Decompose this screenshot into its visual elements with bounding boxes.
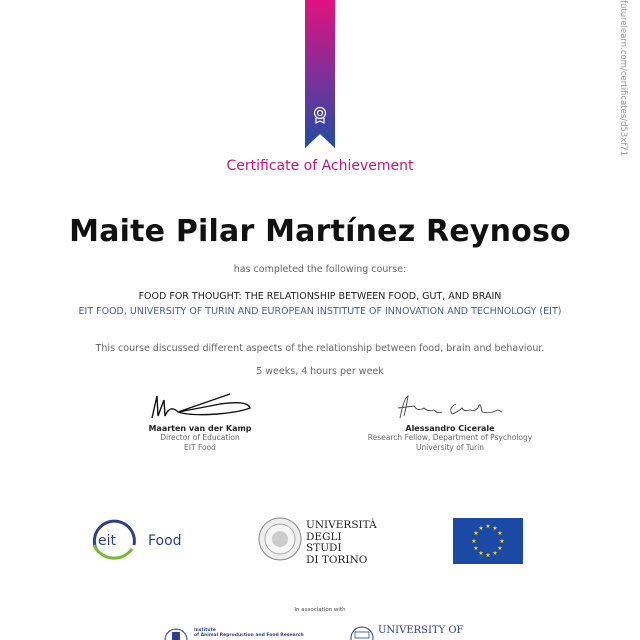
- svg-text:★: ★: [497, 530, 503, 537]
- signatory-left: [100, 390, 300, 453]
- svg-text:★: ★: [492, 550, 498, 557]
- svg-text:★: ★: [473, 545, 479, 552]
- signatory-role: Director of Education: [160, 433, 240, 442]
- eit-food-label: Food: [148, 533, 182, 549]
- signatory-role: Research Fellow, Department of Psychology: [367, 433, 533, 442]
- partner-1-line-1: Institute: [194, 628, 216, 633]
- completed-text: has completed the following course:: [233, 264, 407, 275]
- svg-text:★: ★: [492, 525, 498, 532]
- svg-text:★: ★: [485, 523, 491, 530]
- signatory-name: Maarten van der Kamp: [148, 424, 252, 433]
- course-description: This course discussed different aspects of the relationship between food, brain and behaviour.: [95, 343, 545, 354]
- svg-text:★: ★: [473, 530, 479, 537]
- recipient-name: Maite Pilar Martínez Reynoso: [69, 214, 571, 249]
- svg-text:★: ★: [478, 525, 484, 532]
- partner-logo-animal-reproduction-institute: [164, 626, 324, 640]
- svg-text:★: ★: [497, 545, 503, 552]
- university-building-icon: [350, 624, 374, 640]
- certificate-heading: Certificate of Achievement: [226, 158, 414, 174]
- partner-logo-university: [350, 624, 470, 640]
- eit-logo-icon: [86, 515, 146, 563]
- certificate-url: [606, 0, 630, 170]
- award-badge-icon: [312, 106, 328, 124]
- course-duration: 5 weeks, 4 hours per week: [256, 366, 384, 377]
- achievement-ribbon: [305, 0, 335, 148]
- signatory-name: Alessandro Cicerale: [405, 424, 495, 433]
- association-label: In association with: [294, 607, 346, 613]
- certificate-url-text: futurelearn.com/certificates/d53xf71: [618, 0, 628, 157]
- svg-text:eit: eit: [98, 533, 116, 549]
- course-title: FOOD FOR THOUGHT: THE RELATIONSHIP BETWEEN FOOD, GUT, AND BRAIN: [138, 291, 502, 302]
- eu-stars-icon: [453, 518, 523, 564]
- signatory-org: University of Turin: [416, 443, 484, 452]
- svg-text:★: ★: [478, 550, 484, 557]
- eu-flag-logo: [453, 518, 523, 564]
- institute-emblem-icon: [164, 626, 188, 640]
- signature-image: [140, 390, 260, 422]
- unito-line-2: DEGLI STUDI: [306, 530, 342, 554]
- unito-line-3: DI TORINO: [306, 553, 368, 566]
- partner-1-line-2: of Animal Reproduction and Food Research: [194, 633, 304, 638]
- signatory-org: EIT Food: [184, 443, 216, 452]
- university-of-turin-logo: [258, 517, 378, 565]
- svg-text:★: ★: [485, 552, 491, 559]
- partner-2-name: UNIVERSITY OF: [378, 625, 464, 636]
- university-seal-icon: [258, 517, 302, 561]
- unito-line-1: UNIVERSITÀ: [306, 519, 377, 531]
- signature-image: [390, 390, 510, 422]
- signatory-right: [345, 390, 555, 453]
- svg-text:★: ★: [471, 538, 477, 545]
- svg-text:★: ★: [499, 538, 505, 545]
- course-organizations: EIT FOOD, UNIVERSITY OF TURIN AND EUROPEAN INSTITUTE OF INNOVATION AND TECHNOLOGY (EIT): [78, 306, 562, 317]
